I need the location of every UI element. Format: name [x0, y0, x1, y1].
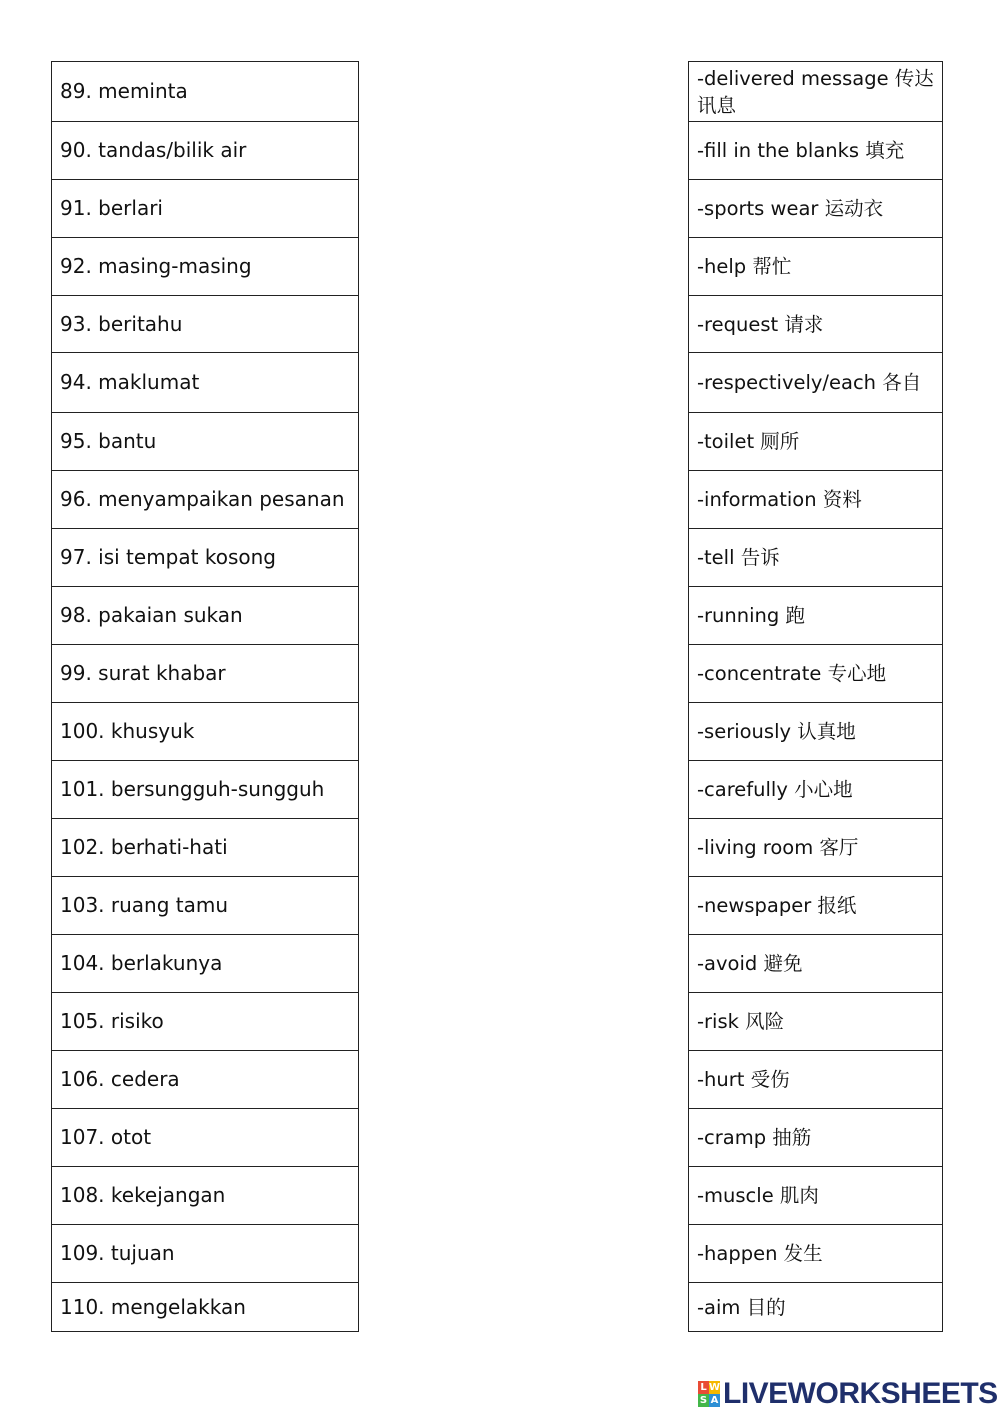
logo-text: LIVEWORKSHEETS: [723, 1377, 998, 1410]
malay-word-cell[interactable]: [52, 935, 358, 993]
translation-text: -request 请求: [697, 312, 824, 336]
translation-cell[interactable]: [689, 761, 942, 819]
malay-word-text: 105. risiko: [60, 1009, 164, 1033]
translation-cell[interactable]: [689, 1109, 942, 1167]
translation-cell[interactable]: [689, 471, 942, 529]
translation-text: -cramp 抽筋: [697, 1126, 812, 1149]
translation-text: -information 资料: [697, 488, 862, 511]
translation-text: -carefully 小心地: [697, 778, 853, 801]
translation-text: -tell 告诉: [697, 546, 780, 569]
malay-word-cell[interactable]: [52, 993, 358, 1051]
malay-word-cell[interactable]: [52, 1109, 358, 1167]
translation-text: -avoid 避免: [697, 952, 803, 975]
malay-word-cell[interactable]: [52, 1225, 358, 1283]
malay-word-text: 100. khusyuk: [60, 719, 195, 743]
translation-cell[interactable]: [689, 1051, 942, 1109]
malay-word-text: 109. tujuan: [60, 1241, 175, 1265]
translation-cell[interactable]: [689, 703, 942, 761]
logo-badge-letter: L: [698, 1381, 709, 1394]
translation-cell[interactable]: [689, 877, 942, 935]
malay-word-text: 101. bersungguh-sungguh: [60, 777, 325, 801]
malay-word-text: 107. otot: [60, 1125, 152, 1149]
translation-text: -hurt 受伤: [697, 1068, 790, 1091]
malay-word-cell[interactable]: [52, 180, 358, 238]
malay-word-text: 89. meminta: [60, 79, 188, 103]
malay-word-text: 92. masing-masing: [60, 254, 252, 278]
translation-text: -muscle 肌肉: [697, 1184, 819, 1207]
translation-text: -concentrate 专心地: [697, 662, 887, 685]
malay-word-cell[interactable]: [52, 1283, 358, 1331]
translation-text: -seriously 认真地: [697, 720, 856, 743]
malay-word-text: 97. isi tempat kosong: [60, 545, 276, 569]
malay-word-cell[interactable]: [52, 353, 358, 413]
translation-text: -living room 客厅: [697, 836, 859, 859]
malay-word-text: 104. berlakunya: [60, 951, 223, 975]
malay-word-text: 94. maklumat: [60, 370, 200, 394]
logo-badge-letter: S: [699, 1395, 708, 1406]
malay-word-text: 99. surat khabar: [60, 661, 226, 685]
malay-word-text: 96. menyampaikan pesanan: [60, 487, 345, 511]
translation-text: -newspaper 报纸: [697, 894, 857, 917]
translation-cell[interactable]: [689, 353, 942, 413]
translation-cell[interactable]: [689, 993, 942, 1051]
translation-cell[interactable]: [689, 819, 942, 877]
malay-word-text: 103. ruang tamu: [60, 893, 229, 917]
translation-cell[interactable]: [689, 180, 942, 238]
malay-word-cell[interactable]: [52, 62, 358, 122]
malay-word-cell[interactable]: [52, 761, 358, 819]
malay-word-cell[interactable]: [52, 413, 358, 471]
logo-badge-letter: W: [708, 1382, 721, 1393]
malay-word-cell[interactable]: [52, 877, 358, 935]
malay-word-cell[interactable]: [52, 238, 358, 296]
translation-text: -running 跑: [697, 604, 805, 627]
translation-text: -risk 风险: [697, 1010, 785, 1033]
malay-word-cell[interactable]: [52, 819, 358, 877]
logo-badge-icon: [698, 1381, 720, 1407]
translation-cell[interactable]: [689, 1167, 942, 1225]
liveworksheets-logo: [698, 1376, 998, 1412]
translation-cell[interactable]: [689, 296, 942, 353]
translation-text: -help 帮忙: [697, 255, 792, 278]
translation-cell[interactable]: [689, 645, 942, 703]
malay-word-cell[interactable]: [52, 645, 358, 703]
translation-cell[interactable]: [689, 1225, 942, 1283]
translation-text: -happen 发生: [697, 1242, 823, 1265]
malay-word-text: 102. berhati-hati: [60, 835, 228, 859]
translation-cell[interactable]: [689, 529, 942, 587]
malay-word-text: 106. cedera: [60, 1067, 180, 1091]
malay-word-cell[interactable]: [52, 296, 358, 353]
translation-text: -toilet 厕所: [697, 430, 800, 453]
malay-word-cell[interactable]: [52, 529, 358, 587]
malay-word-cell[interactable]: [52, 587, 358, 645]
translation-text: -delivered message 传达讯息: [697, 66, 934, 117]
translation-text: -respectively/each 各自: [697, 371, 922, 394]
translation-column: [688, 61, 943, 1332]
translation-cell[interactable]: [689, 1283, 942, 1331]
logo-badge-letter: A: [710, 1395, 719, 1406]
malay-word-cell[interactable]: [52, 1051, 358, 1109]
translation-text: -aim 目的: [697, 1295, 786, 1319]
malay-word-text: 93. beritahu: [60, 311, 183, 336]
malay-word-text: 110. mengelakkan: [60, 1294, 246, 1319]
translation-cell[interactable]: [689, 238, 942, 296]
translation-text: -fill in the blanks 填充: [697, 139, 905, 162]
translation-cell[interactable]: [689, 62, 942, 122]
translation-text: -sports wear 运动衣: [697, 197, 884, 220]
malay-word-text: 108. kekejangan: [60, 1183, 226, 1207]
translation-cell[interactable]: [689, 122, 942, 180]
malay-word-column: [51, 61, 359, 1332]
malay-word-cell[interactable]: [52, 703, 358, 761]
malay-word-cell[interactable]: [52, 471, 358, 529]
translation-cell[interactable]: [689, 587, 942, 645]
malay-word-text: 95. bantu: [60, 429, 157, 453]
translation-cell[interactable]: [689, 935, 942, 993]
malay-word-text: 91. berlari: [60, 196, 163, 220]
malay-word-text: 90. tandas/bilik air: [60, 138, 247, 162]
translation-cell[interactable]: [689, 413, 942, 471]
malay-word-cell[interactable]: [52, 1167, 358, 1225]
malay-word-cell[interactable]: [52, 122, 358, 180]
malay-word-text: 98. pakaian sukan: [60, 603, 243, 627]
